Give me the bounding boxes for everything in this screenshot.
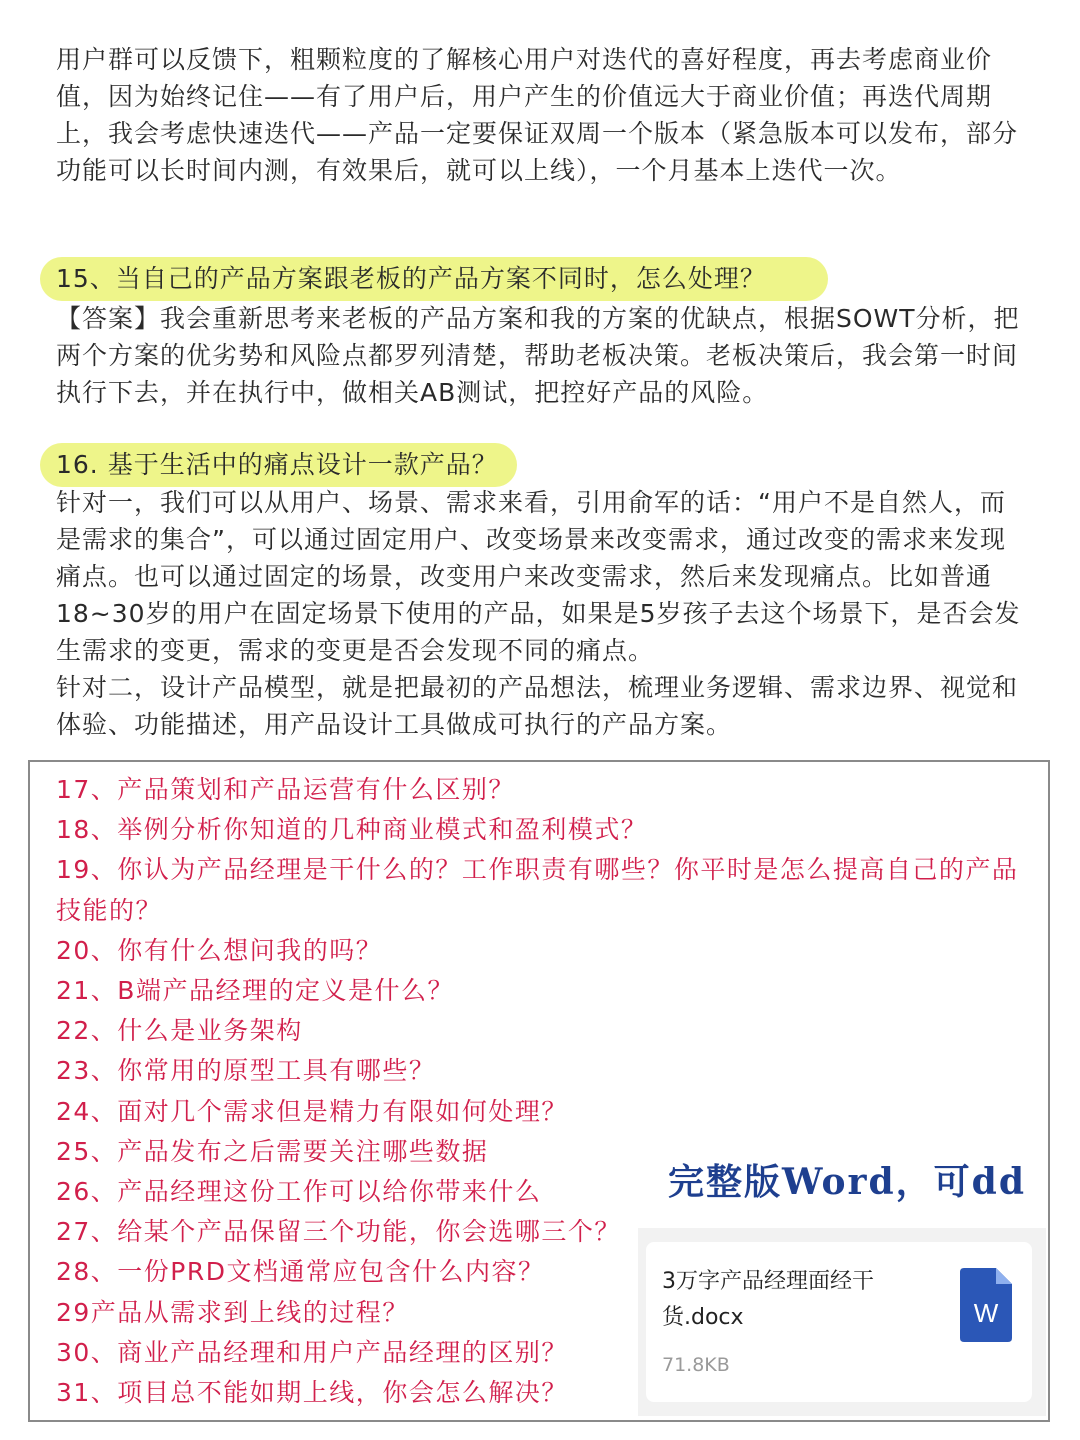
question-15-answer [56,300,1024,411]
word-doc-icon [960,1268,1012,1342]
file-attachment[interactable] [638,1228,1046,1416]
question-16-answer [56,484,1024,743]
list-item: 29产品从需求到上线的过程？ [56,1297,409,1327]
list-item: 30、商业产品经理和用户产品经理的区别？ [56,1337,568,1367]
list-item: 22、什么是业务架构 [56,1016,303,1046]
list-item: 25、产品发布之后需要关注哪些数据 [56,1136,489,1166]
list-item: 28、一份PRD文档通常应包含什么内容？ [56,1257,545,1287]
question-16-title: 16. 基于生活中的痛点设计一款产品？ [40,443,517,487]
list-item: 19、你认为产品经理是干什么的？工作职责有哪些？你平时是怎么提高自己的产品技能的？ [56,855,1019,925]
intro-text: 用户群可以反馈下，粗颗粒度的了解核心用户对迭代的喜好程度，再去考虑商业价值，因为始终记住——有了用户后，用户产生的价值远大于商业价值；再迭代周期上，我会考虑快速迭代——产品一定要保证双周一个版本（紧急版本可以发布，部分功能可以长时间内测，有效果后，就可以上线），一个月基本上迭代一次。 [56,45,1019,185]
list-item: 27、给某个产品保留三个功能，你会选哪三个？ [56,1217,621,1247]
list-item: 18、举例分析你知道的几种商业模式和盈利模式？ [56,815,648,845]
file-size: 71.8KB [662,1354,730,1376]
list-item: 26、产品经理这份工作可以给你带来什么 [56,1177,542,1207]
question-15-title: 15、当自己的产品方案跟老板的产品方案不同时，怎么处理？ [40,257,828,301]
file-card[interactable] [646,1242,1032,1402]
file-name: 3万字产品经理面经干货.docx [662,1269,874,1330]
list-item: 31、项目总不能如期上线，你会怎么解决？ [56,1378,568,1408]
answer-text-1: 针对一，我们可以从用户、场景、需求来看，引用俞军的话：“用户不是自然人，而是需求的集合”，可以通过固定用户、改变场景来改变需求，通过改变的需求来发现痛点。也可以通过固定的场景，改变用户来改变需求，然后来发现痛点。比如普通18~30岁的用户在固定场景下使用的产品，如果是5岁孩子去这个场景下，是否会发生需求的变更，需求的变更是否会发现不同的痛点。 [56,488,1021,665]
answer-text-2: 针对二，设计产品模型，就是把最初的产品想法，梳理业务逻辑、需求边界、视觉和体验、功能描述，用产品设计工具做成可执行的产品方案。 [56,673,1019,739]
list-item: 23、你常用的原型工具有哪些？ [56,1056,436,1086]
promo-text: 完整版Word，可dd [668,1161,1026,1203]
intro-paragraph [56,41,1024,189]
question-list-box [28,760,1050,1422]
list-item: 20、你有什么想问我的吗？ [56,935,383,965]
list-item: 17、产品策划和产品运营有什么区别？ [56,775,515,804]
word-icon-letter: W [973,1298,999,1328]
answer-text: 【答案】我会重新思考来老板的产品方案和我的方案的优缺点，根据SOWT分析，把两个方案的优劣势和风险点都罗列清楚，帮助老板决策。老板决策后，我会第一时间执行下去，并在执行中，做相关AB测试，把控好产品的风险。 [56,304,1020,407]
list-item: 21、B端产品经理的定义是什么？ [56,976,454,1006]
list-item: 24、面对几个需求但是精力有限如何处理？ [56,1096,568,1126]
